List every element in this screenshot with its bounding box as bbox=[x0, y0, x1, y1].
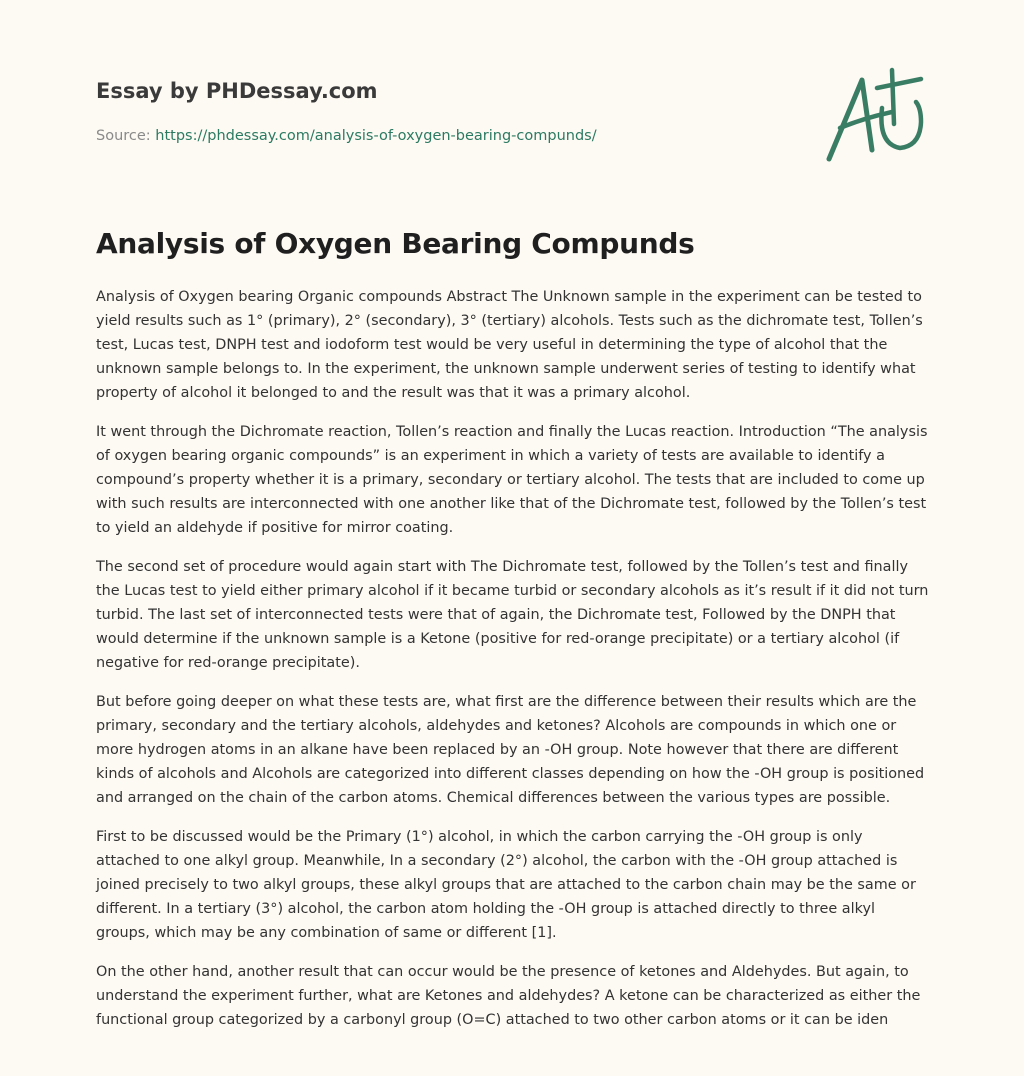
paragraph: The second set of procedure would again start with The Dichromate test, followed by the Tollen’s test and finally the Lucas test to yield either primary alcohol if it became turbid or secondary alcohols as it’s result if it did not turn turbid. The last set of interconnected tests were that of again, the Dichromate test, Followed by the DNPH that would determine if the unknown sample is a Ketone (positive for red-orange precipitate) or a tertiary alcohol (if negative for red-orange precipitate). bbox=[96, 559, 929, 671]
paragraph: On the other hand, another result that can occur would be the presence of ketones and Aldehydes. But again, to understand the experiment further, what are Ketones and aldehydes? A ketone can be characterized as either the functional group categorized by a carbonyl group (O=C) attached to two other carbon atoms or it can be iden bbox=[96, 964, 921, 1028]
source-link[interactable]: https://phdessay.com/analysis-of-oxygen-bearing-compunds/ bbox=[155, 128, 597, 144]
paragraph: Analysis of Oxygen bearing Organic compounds Abstract The Unknown sample in the experiment can be tested to yield results such as 1° (primary), 2° (secondary), 3° (tertiary) alcohols. Tests such as the dichromate test, Tollen’s test, Lucas test, DNPH test and iodoform test would be very useful in determining the type of alcohol that the unknown sample belongs to. In the experiment, the unknown sample underwent series of testing to identify what property of alcohol it belonged to and the result was that it was a primary alcohol. bbox=[96, 289, 923, 401]
source-label: Source: bbox=[96, 128, 151, 144]
source-line bbox=[96, 126, 796, 146]
paragraph: It went through the Dichromate reaction, Tollen’s reaction and finally the Lucas reaction. Introduction “The analysis of oxygen bearing organic compounds” is an experiment in which a variety of tests are available to identify a compound’s property whether it is a primary, secondary or tertiary alcohol. The tests that are included to come up with such results are interconnected with one another like that of the Dichromate test, followed by the Tollen’s test to yield an aldehyde if positive for mirror coating. bbox=[96, 424, 928, 536]
article-title: Analysis of Oxygen Bearing Compunds bbox=[96, 227, 695, 260]
paragraph: But before going deeper on what these tests are, what first are the difference between their results which are the primary, secondary and the tertiary alcohols, aldehydes and ketones? Alcohols are compounds in which one or more hydrogen atoms in an alkane have been replaced by an -OH group. Note however that there are different kinds of alcohols and Alcohols are categorized into different classes depending on how the -OH group is positioned and arranged on the chain of the carbon atoms. Chemical differences between the various types are possible. bbox=[96, 694, 925, 806]
essay-header bbox=[96, 78, 796, 146]
a-plus-grade-icon bbox=[820, 66, 930, 166]
paragraph: First to be discussed would be the Primary (1°) alcohol, in which the carbon carrying the -OH group is only attached to one alkyl group. Meanwhile, In a secondary (2°) alcohol, the carbon with the -OH group attached is joined precisely to two alkyl groups, these alkyl groups that are attached to the carbon chain may be the same or different. In a tertiary (3°) alcohol, the carbon atom holding the -OH group is attached directly to three alkyl groups, which may be any combination of same or different [1]. bbox=[96, 829, 916, 941]
site-brand: Essay by PHDessay.com bbox=[96, 79, 378, 103]
article-body bbox=[96, 285, 930, 1047]
